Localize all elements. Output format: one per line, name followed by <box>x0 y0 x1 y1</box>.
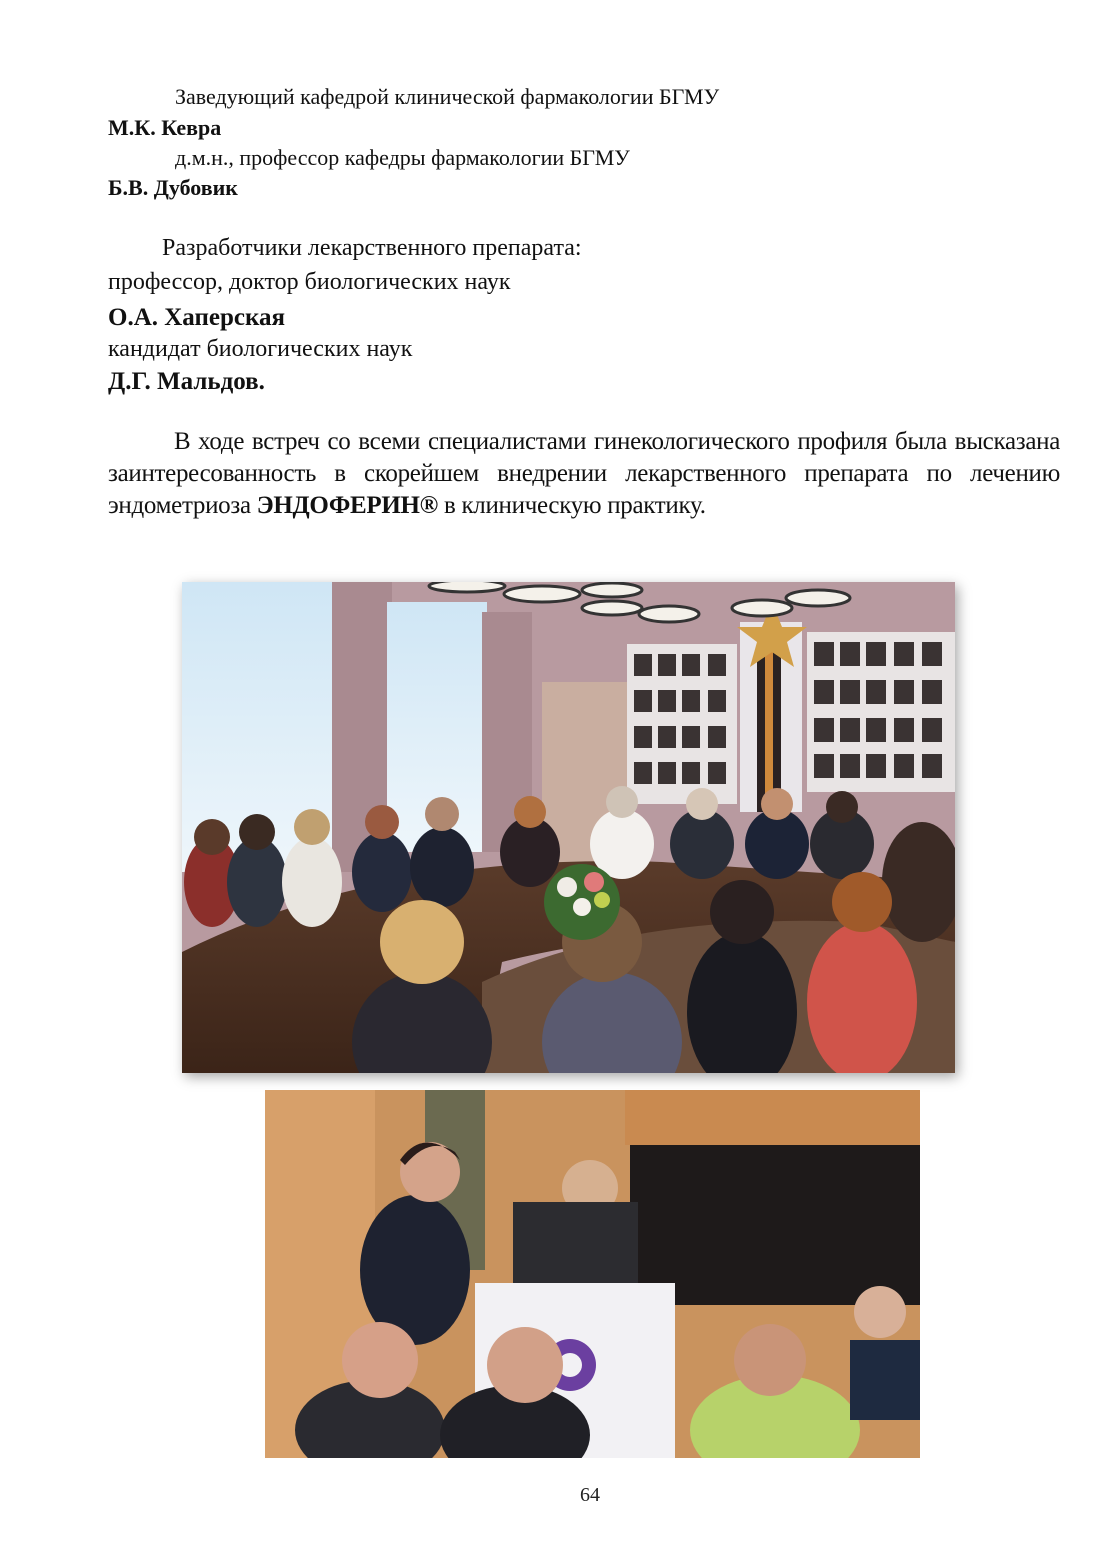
signatory-2-name: Б.В. Дубовик <box>108 175 238 200</box>
signatory-1-position: Заведующий кафедрой клинической фармакологии БГМУ <box>175 84 720 109</box>
signatory-1-name: М.К. Кевра <box>108 115 222 140</box>
paragraph-text-end: в клиническую практику. <box>438 492 706 519</box>
developer-1-title: профессор, доктор биологических наук <box>108 269 511 295</box>
developer-2-name: Д.Г. Мальдов. <box>108 368 265 395</box>
developer-2-title: кандидат биологических наук <box>108 336 413 362</box>
meeting-photo-image <box>182 582 955 1073</box>
developers-heading: Разработчики лекарственного препарата: <box>162 235 582 261</box>
conference-photo <box>265 1090 920 1458</box>
conference-photo-image <box>265 1090 920 1458</box>
meeting-photo <box>182 582 955 1073</box>
paragraph-text: В ходе встреч со всеми специалистами гинекологического профиля была высказана заинтересованность в скорейшем внедрении лекарственного препарата по лечению эндометриоза <box>108 428 1060 519</box>
body-paragraph <box>108 426 1060 522</box>
brand-name: ЭНДОФЕРИН® <box>256 492 439 519</box>
signatory-2-position: д.м.н., профессор кафедры фармакологии БГМУ <box>175 145 630 170</box>
page-number: 64 <box>580 1484 600 1506</box>
developer-1-name: О.А. Хаперская <box>108 304 286 331</box>
